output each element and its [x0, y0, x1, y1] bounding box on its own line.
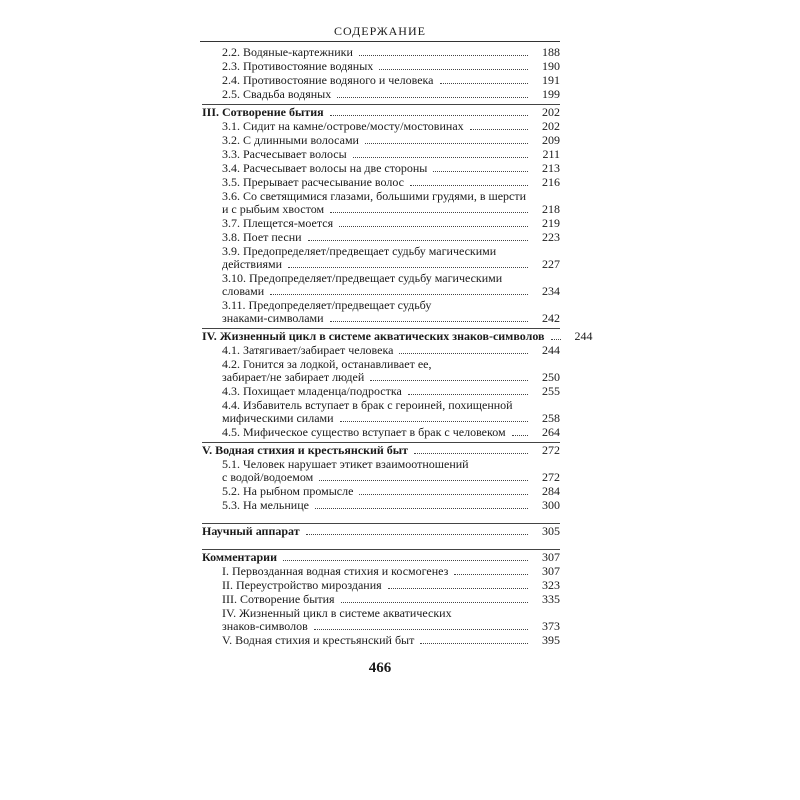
toc-page-number: 199	[542, 87, 560, 101]
toc-title: знаков-символов	[222, 619, 308, 633]
dot-leader	[388, 588, 528, 589]
toc-title: мифическими силами	[222, 411, 334, 425]
toc-line	[222, 176, 560, 189]
toc-entry	[200, 74, 560, 87]
toc-line	[222, 485, 560, 498]
toc-line	[222, 499, 560, 512]
page-number: 466	[368, 660, 392, 676]
toc-entry	[200, 134, 560, 147]
dot-leader	[330, 115, 528, 116]
toc-title: 3.8. Поет песни	[222, 230, 302, 244]
dot-leader	[288, 267, 528, 268]
toc-line	[222, 634, 560, 647]
dot-leader	[414, 453, 528, 454]
toc-line	[222, 371, 560, 384]
running-header: СОДЕРЖАНИЕ	[334, 24, 426, 38]
toc-title: III. Сотворение бытия	[222, 592, 335, 606]
dot-leader	[283, 560, 528, 561]
toc-page-number: 188	[542, 45, 560, 59]
toc-line	[222, 148, 560, 161]
toc-page-number: 244	[574, 329, 593, 343]
toc-page-number: 373	[542, 619, 560, 633]
toc-entry	[200, 272, 560, 298]
dot-leader	[314, 629, 528, 630]
toc-entry	[200, 46, 560, 59]
toc-line	[222, 412, 560, 425]
toc-line	[222, 471, 560, 484]
toc-entry	[200, 217, 560, 230]
toc-page-number: 191	[542, 73, 560, 87]
toc-entry	[200, 231, 560, 244]
toc-line	[222, 46, 560, 59]
toc-entry	[200, 607, 560, 633]
toc-page-number: 250	[542, 370, 560, 384]
toc-title: 2.5. Свадьба водяных	[222, 87, 332, 101]
toc-title: 3.7. Плещется-моется	[222, 216, 334, 230]
toc-line	[222, 258, 560, 271]
toc-title: и с рыбьим хвостом	[222, 202, 325, 216]
toc-page-number: 307	[542, 564, 560, 578]
toc-entry	[200, 593, 560, 606]
toc-page-number: 244	[542, 343, 560, 357]
book-page	[200, 0, 593, 800]
dot-leader	[433, 171, 528, 172]
dot-leader	[379, 69, 528, 70]
toc-page-number: 209	[542, 133, 560, 147]
dot-leader	[339, 226, 528, 227]
toc-title: с водой/водоемом	[222, 470, 314, 484]
toc-section	[200, 104, 560, 119]
toc-line	[222, 203, 560, 216]
toc-entry	[200, 458, 560, 484]
toc-page-number: 264	[542, 425, 560, 439]
toc-title: I. Первозданная водная стихия и космогенез	[222, 564, 449, 578]
toc-page-number: 223	[542, 230, 560, 244]
toc-section	[200, 328, 593, 343]
toc-title: 3.4. Расчесывает волосы на две стороны	[222, 161, 428, 175]
toc-title: 3.1. Сидит на камне/острове/мосту/мостовинах	[222, 119, 464, 133]
dot-leader	[315, 508, 528, 509]
dot-leader	[420, 643, 528, 644]
toc-line	[222, 231, 560, 244]
dot-leader	[319, 480, 528, 481]
toc-title: 2.4. Противостояние водяного и человека	[222, 73, 434, 87]
toc-page-number: 202	[542, 105, 560, 119]
dot-leader	[454, 574, 528, 575]
toc-line	[222, 344, 560, 357]
toc-entry	[200, 162, 560, 175]
header-rule	[200, 41, 560, 42]
toc-title: 3.5. Прерывает расчесывание волос	[222, 175, 404, 189]
toc-page-number: 234	[542, 284, 560, 298]
dot-leader	[370, 380, 528, 381]
toc-entry	[200, 579, 560, 592]
toc-page-number: 218	[542, 202, 560, 216]
dot-leader	[330, 321, 528, 322]
toc-line	[222, 593, 560, 606]
table-of-contents	[200, 45, 593, 648]
toc-title: словами	[222, 284, 265, 298]
toc-line	[222, 620, 560, 633]
toc-entry	[200, 565, 560, 578]
toc-title: 3.3. Расчесывает волосы	[222, 147, 347, 161]
dot-leader	[353, 157, 528, 158]
toc-section	[200, 523, 560, 538]
toc-line	[222, 134, 560, 147]
toc-title: 5.1. Человек нарушает этикет взаимоотношений	[222, 457, 469, 471]
toc-title: 2.3. Противостояние водяных	[222, 59, 374, 73]
toc-entry	[200, 190, 560, 216]
toc-entry	[200, 176, 560, 189]
dot-leader	[337, 97, 528, 98]
toc-line	[222, 272, 560, 285]
toc-title: IV. Жизненный цикл в системе акватических знаков-символов	[202, 329, 545, 343]
toc-page-number: 335	[542, 592, 560, 606]
toc-title: 3.11. Предопределяет/предвещает судьбу	[222, 298, 432, 312]
toc-entry	[200, 120, 560, 133]
toc-title: 3.2. С длинными волосами	[222, 133, 359, 147]
toc-entry	[200, 485, 560, 498]
toc-title: забирает/не забирает людей	[222, 370, 365, 384]
toc-page-number: 272	[542, 470, 560, 484]
toc-line	[202, 551, 560, 564]
toc-page-number: 395	[542, 633, 560, 647]
toc-page-number: 190	[542, 59, 560, 73]
toc-title: 5.2. На рыбном промысле	[222, 484, 354, 498]
toc-entry	[200, 88, 560, 101]
toc-title: 5.3. На мельнице	[222, 498, 309, 512]
toc-title: V. Водная стихия и крестьянский быт	[222, 633, 415, 647]
toc-line	[202, 106, 560, 119]
toc-title: IV. Жизненный цикл в системе акватических	[222, 606, 452, 620]
toc-title: 3.10. Предопределяет/предвещает судьбу магическими	[222, 271, 503, 285]
toc-line	[222, 565, 560, 578]
toc-page-number: 255	[542, 384, 560, 398]
toc-line	[222, 426, 560, 439]
dot-leader	[512, 435, 528, 436]
toc-line	[222, 88, 560, 101]
toc-line	[222, 120, 560, 133]
toc-line	[222, 74, 560, 87]
toc-entry	[200, 499, 560, 512]
toc-line	[222, 385, 560, 398]
toc-page-number: 211	[542, 147, 560, 161]
toc-section	[200, 442, 560, 457]
toc-page-number: 284	[542, 484, 560, 498]
toc-line	[202, 329, 593, 343]
toc-line	[222, 285, 560, 298]
toc-entry	[200, 385, 560, 398]
toc-entry	[200, 60, 560, 73]
toc-entry	[200, 344, 560, 357]
toc-page-number: 272	[542, 443, 560, 457]
dot-leader	[308, 240, 528, 241]
dot-leader	[359, 55, 528, 56]
dot-leader	[365, 143, 528, 144]
toc-title: 4.4. Избавитель вступает в брак с героиней, похищенной	[222, 398, 513, 412]
toc-page-number: 323	[542, 578, 560, 592]
dot-leader	[410, 185, 528, 186]
toc-entry	[200, 358, 560, 384]
toc-page-number: 216	[542, 175, 560, 189]
toc-section	[200, 549, 560, 564]
toc-title: V. Водная стихия и крестьянский быт	[202, 443, 409, 457]
toc-title: Комментарии	[202, 550, 278, 564]
toc-page-number: 213	[542, 161, 560, 175]
toc-title: 2.2. Водяные-картежники	[222, 45, 353, 59]
toc-title: 3.6. Со светящимися глазами, большими грудями, в шерсти	[222, 189, 527, 203]
toc-entry	[200, 426, 560, 439]
dot-leader	[470, 129, 528, 130]
toc-line	[222, 217, 560, 230]
toc-page-number: 258	[542, 411, 560, 425]
toc-page-number: 202	[542, 119, 560, 133]
toc-page-number: 307	[542, 550, 560, 564]
toc-entry	[200, 634, 560, 647]
dot-leader	[270, 294, 528, 295]
dot-leader	[551, 339, 561, 340]
dot-leader	[330, 212, 528, 213]
toc-title: II. Переустройство мироздания	[222, 578, 382, 592]
toc-page-number: 219	[542, 216, 560, 230]
toc-line	[202, 525, 560, 538]
toc-line	[222, 162, 560, 175]
toc-page-number: 242	[542, 311, 560, 325]
toc-line	[222, 579, 560, 592]
toc-entry	[200, 148, 560, 161]
toc-title: 4.3. Похищает младенца/подростка	[222, 384, 402, 398]
dot-leader	[306, 534, 528, 535]
toc-title: III. Сотворение бытия	[202, 105, 324, 119]
dot-leader	[359, 494, 528, 495]
toc-entry	[200, 399, 560, 425]
toc-page-number: 300	[542, 498, 560, 512]
toc-entry	[200, 245, 560, 271]
toc-line	[222, 60, 560, 73]
dot-leader	[440, 83, 528, 84]
toc-title: 4.5. Мифическое существо вступает в брак с человеком	[222, 425, 506, 439]
dot-leader	[408, 394, 528, 395]
toc-title: Научный аппарат	[202, 524, 300, 538]
toc-page-number: 227	[542, 257, 560, 271]
toc-title: 4.2. Гонится за лодкой, останавливает ее,	[222, 357, 432, 371]
toc-entry	[200, 299, 560, 325]
toc-title: 3.9. Предопределяет/предвещает судьбу магическими	[222, 244, 497, 258]
toc-line	[202, 444, 560, 457]
toc-line	[222, 312, 560, 325]
dot-leader	[340, 421, 528, 422]
toc-title: действиями	[222, 257, 283, 271]
dot-leader	[341, 602, 528, 603]
dot-leader	[399, 353, 528, 354]
toc-title: знаками-символами	[222, 311, 324, 325]
toc-page-number: 305	[542, 524, 560, 538]
toc-title: 4.1. Затягивает/забирает человека	[222, 343, 394, 357]
